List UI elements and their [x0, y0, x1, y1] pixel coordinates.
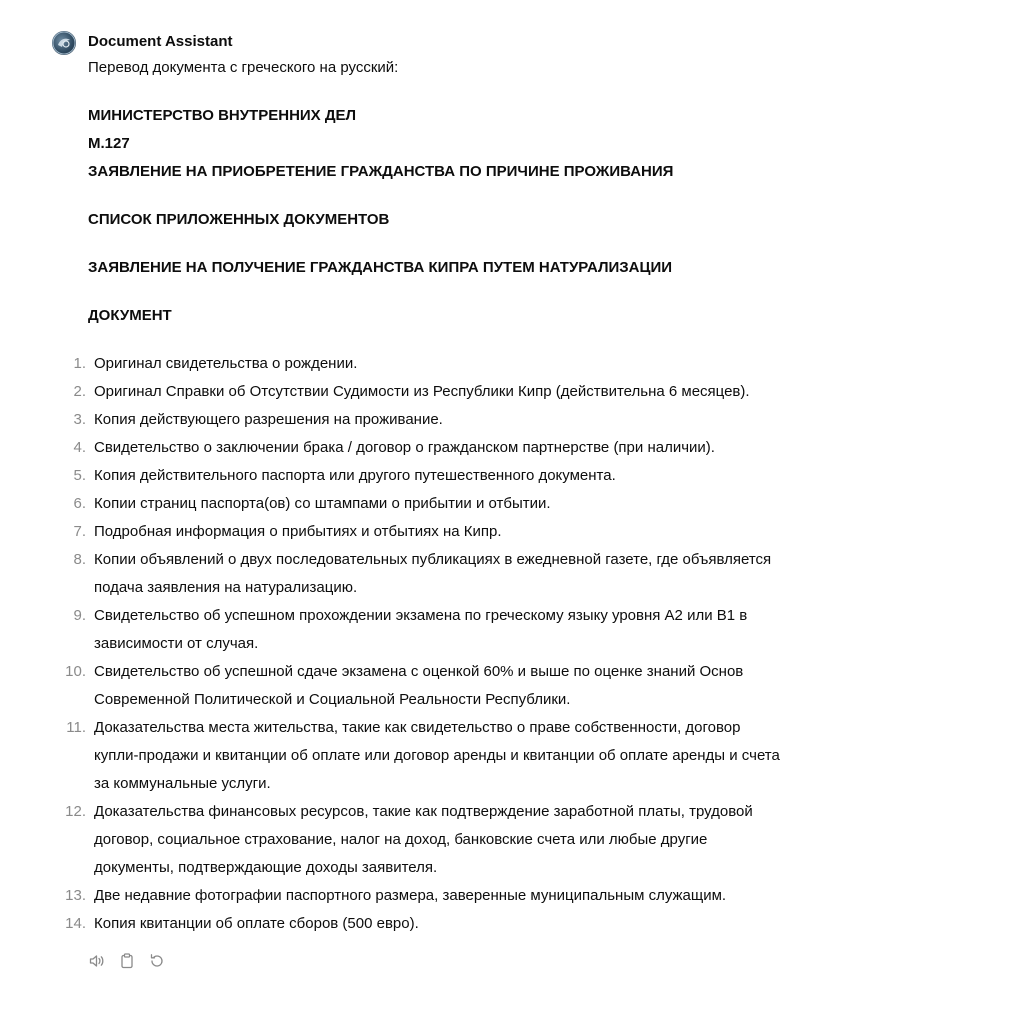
clipboard-icon — [118, 952, 136, 970]
list-item-number: 2. — [73, 383, 86, 400]
heading-document: ДОКУМЕНТ — [88, 307, 172, 324]
list-item-text: Свидетельство об успешной сдаче экзамена с оценкой 60% и выше по оценке знаний Основ Современной Политической и Социальной Реальности Республики. — [94, 663, 744, 708]
list-item-text: Свидетельство об успешном прохождении экзамена по греческому языку уровня А2 или В1 в зависимости от случая. — [94, 607, 748, 652]
heading-ministry: МИНИСТЕРСТВО ВНУТРЕННИХ ДЕЛ — [88, 107, 357, 124]
message-content — [65, 30, 788, 970]
list-item — [73, 350, 784, 378]
list-item-text: Две недавние фотографии паспортного размера, заверенные муниципальным служащим. — [94, 887, 727, 904]
list-item — [73, 490, 784, 518]
read-aloud-button[interactable] — [88, 952, 106, 970]
list-item — [65, 798, 784, 882]
list-item-text: Копия действующего разрешения на проживание. — [94, 411, 443, 428]
list-item-number: 7. — [73, 523, 86, 540]
list-item-text: Свидетельство о заключении брака / договор о гражданском партнерстве (при наличии). — [94, 439, 715, 456]
list-item-text: Оригинал Справки об Отсутствии Судимости из Республики Кипр (действительна 6 месяцев). — [94, 383, 750, 400]
list-item — [73, 462, 784, 490]
list-item-text: Оригинал свидетельства о рождении. — [94, 355, 358, 372]
list-item-number: 11. — [66, 719, 86, 736]
list-item — [73, 434, 784, 462]
list-item-text: Подробная информация о прибытиях и отбытиях на Кипр. — [94, 523, 502, 540]
list-item-number: 14. — [65, 915, 86, 932]
list-item — [73, 546, 784, 602]
list-item-number: 5. — [73, 467, 86, 484]
assistant-logo-icon — [52, 31, 76, 55]
list-item-text: Копия действительного паспорта или другого путешественного документа. — [94, 467, 616, 484]
speaker-icon — [88, 952, 106, 970]
list-item-number: 6. — [73, 495, 86, 512]
list-item — [65, 658, 784, 714]
regenerate-button[interactable] — [148, 952, 166, 970]
list-item-number: 4. — [73, 439, 86, 456]
list-item-number: 9. — [73, 607, 86, 624]
regenerate-icon — [148, 952, 166, 970]
list-item — [66, 714, 784, 798]
list-item-text: Доказательства места жительства, такие как свидетельство о праве собственности, договор купли-продажи и квитанции об оплате или договор аренды и квитанции об оплате аренды и счета за коммунальные услуги. — [94, 719, 780, 792]
list-item — [73, 602, 784, 658]
list-item-text: Копия квитанции об оплате сборов (500 евро). — [94, 915, 419, 932]
list-item-number: 13. — [65, 887, 86, 904]
list-item — [65, 910, 784, 938]
heading-naturalization: ЗАЯВЛЕНИЕ НА ПОЛУЧЕНИЕ ГРАЖДАНСТВА КИПРА ПУТЕМ НАТУРАЛИЗАЦИИ — [88, 259, 673, 276]
copy-button[interactable] — [118, 952, 136, 970]
list-item-number: 1. — [73, 355, 86, 372]
list-item-text: Копии объявлений о двух последовательных публикациях в ежедневной газете, где объявляется подача заявления на натурализацию. — [94, 551, 772, 596]
assistant-avatar — [52, 31, 76, 55]
list-item-number: 12. — [65, 803, 86, 820]
heading-application: ЗАЯВЛЕНИЕ НА ПРИОБРЕТЕНИЕ ГРАЖДАНСТВА ПО ПРИЧИНЕ ПРОЖИВАНИЯ — [88, 163, 674, 180]
list-item-number: 10. — [65, 663, 86, 680]
list-item-text: Доказательства финансовых ресурсов, такие как подтверждение заработной платы, трудовой договор, социальное страхование, налог на доход, банковские счета или любые другие документы, подтверждающие доходы заявителя. — [94, 803, 753, 876]
message-actions — [88, 952, 788, 970]
heading-documents-list: СПИСОК ПРИЛОЖЕННЫХ ДОКУМЕНТОВ — [88, 211, 390, 228]
intro-text: Перевод документа с греческого на русский: — [88, 59, 399, 76]
list-item — [65, 882, 784, 910]
list-item-number: 3. — [73, 411, 86, 428]
document-list — [65, 350, 788, 938]
list-item-number: 8. — [73, 551, 86, 568]
list-item — [73, 406, 784, 434]
list-item — [73, 378, 784, 406]
heading-form-code: М.127 — [88, 135, 130, 152]
author-name: Document Assistant — [88, 33, 233, 50]
list-item-text: Копии страниц паспорта(ов) со штампами о прибытии и отбытии. — [94, 495, 551, 512]
list-item — [73, 518, 784, 546]
